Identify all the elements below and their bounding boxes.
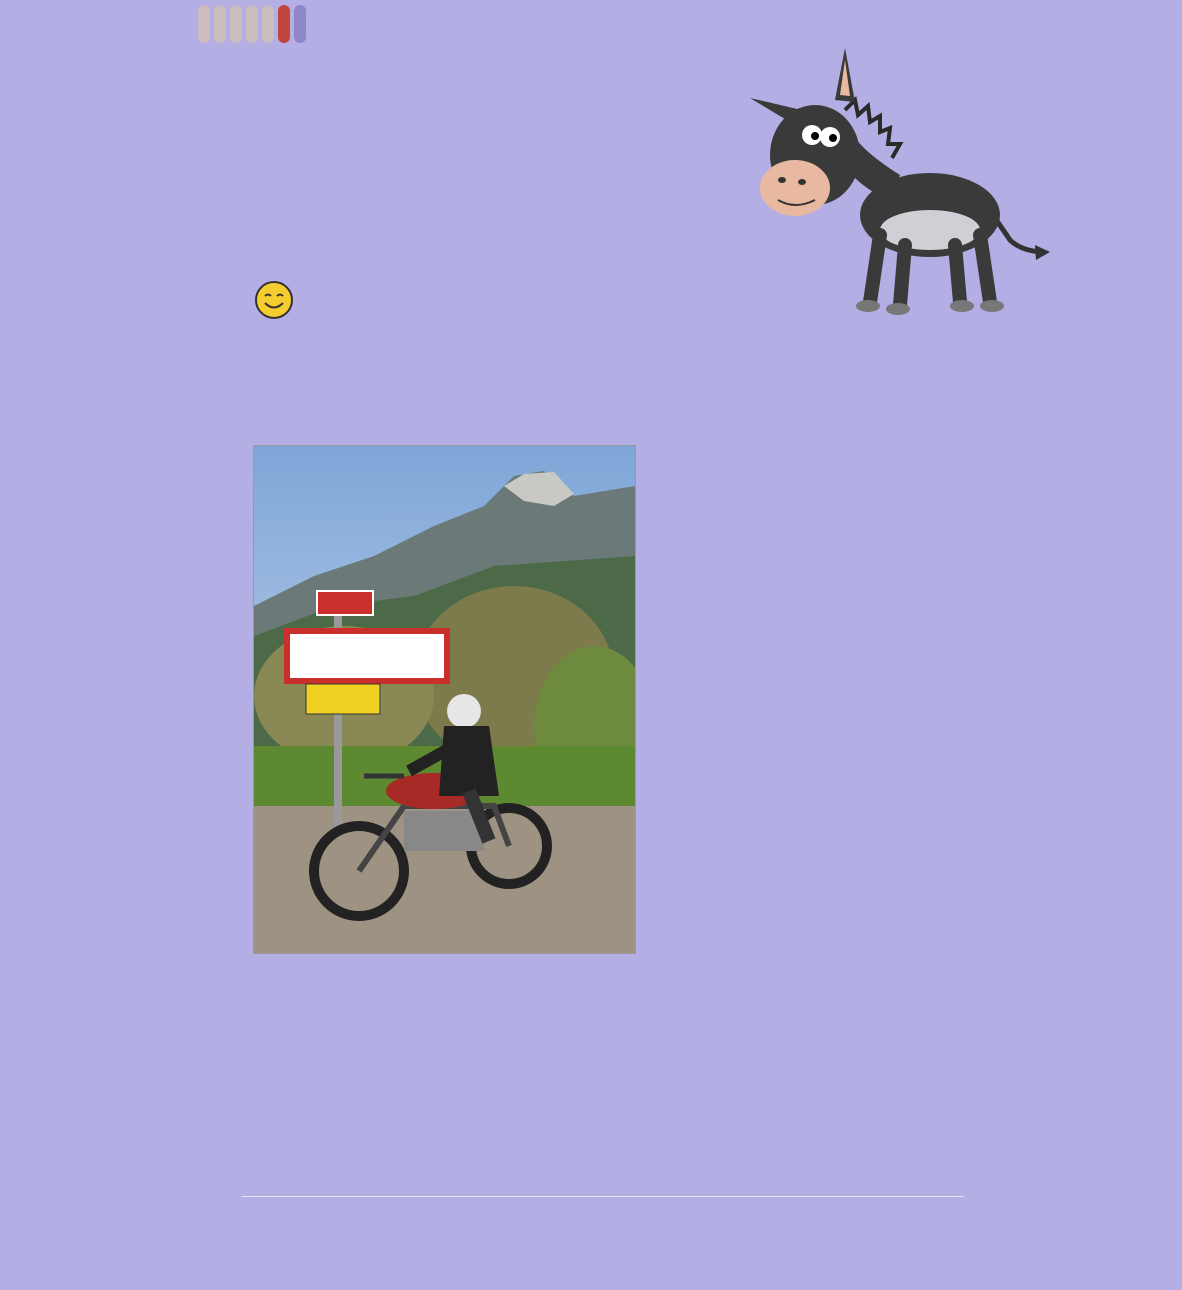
nav-item-moto-biographie[interactable] (294, 5, 306, 43)
article-title (242, 280, 294, 320)
smiley-icon (254, 280, 294, 320)
nav-item-instantanes[interactable] (246, 5, 258, 43)
nav-item-ecrimaginaires[interactable] (214, 5, 226, 43)
nav-item-accueil[interactable] (198, 5, 210, 43)
main-nav (198, 5, 306, 43)
nav-item-recits-de-voyages[interactable] (230, 5, 242, 43)
footer-divider (242, 1196, 964, 1197)
nav-item-special-virus[interactable] (278, 5, 290, 43)
nav-item-clins-doeil-de-vie[interactable] (262, 5, 274, 43)
donkey-mascot-image (740, 40, 1050, 320)
motorcycle-photo (253, 445, 636, 954)
